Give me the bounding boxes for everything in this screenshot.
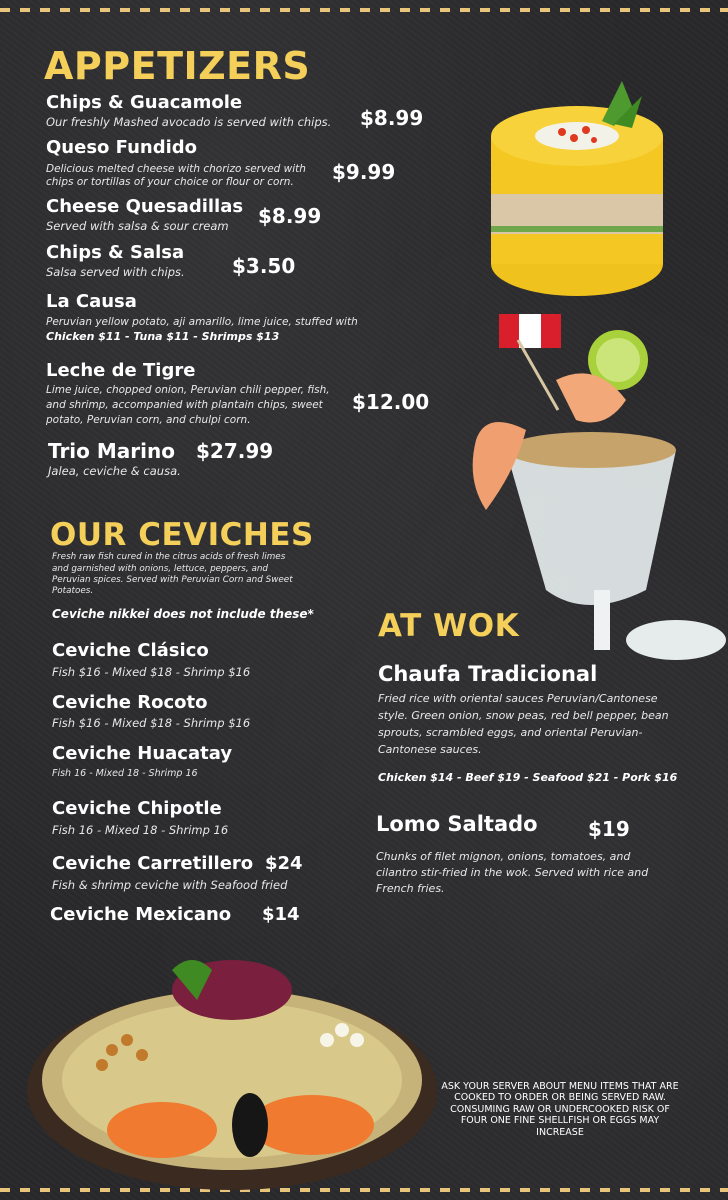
ceviches-intro-2: and garnished with onions, lettuce, peppers, and [52,564,268,574]
chips-guac-price: $8.99 [360,106,424,130]
causa-dish-image [482,66,672,306]
queso-desc-1: Delicious melted cheese with chorizo served with [46,163,306,175]
disclaimer-line-3: CONSUMING RAW OR UNDERCOOKED RISK OF [450,1103,670,1115]
quesadillas-name: Cheese Quesadillas [46,196,244,217]
raw-food-disclaimer [420,1081,700,1138]
leche-desc-2: and shrimp, accompanied with plantain chips, sweet [46,399,323,411]
chaufa-desc-1: Fried rice with oriental sauces Peruvian/Cantonese [378,692,658,705]
mexicano-price: $14 [262,904,300,925]
chaufa-options: Chicken $14 - Beef $19 - Seafood $21 - Pork $16 [378,771,678,784]
quesadillas-price: $8.99 [258,204,322,228]
lomo-desc-1: Chunks of filet mignon, onions, tomatoes, and [376,850,631,863]
trio-price: $27.99 [196,439,274,463]
chaufa-desc-3: sprouts, scrambled eggs, and oriental Peruvian- [378,726,643,739]
chipotle-name: Ceviche Chipotle [52,798,222,819]
lomo-desc-2: cilantro stir-fried in the wok. Served with rice and [376,866,649,879]
chaufa-name: Chaufa Tradicional [378,662,598,686]
huacatay-name: Ceviche Huacatay [52,743,233,764]
disclaimer-line-1: ASK YOUR SERVER ABOUT MENU ITEMS THAT ARE [441,1081,679,1092]
causa-desc: Peruvian yellow potato, aji amarillo, lime juice, stuffed with [46,316,358,328]
queso-name: Queso Fundido [46,137,198,158]
chips-salsa-price: $3.50 [232,254,296,278]
ceviche-bowl-image [22,940,442,1200]
queso-price: $9.99 [332,160,396,184]
huacatay-prices: Fish 16 - Mixed 18 - Shrimp 16 [52,768,198,779]
chaufa-desc-2: style. Green onion, snow peas, red bell pepper, bean [378,709,669,722]
leche-desc-3: potato, Peruvian corn, and chulpi corn. [46,414,251,426]
lomo-desc-3: French fries. [376,882,445,895]
chipotle-prices: Fish 16 - Mixed 18 - Shrimp 16 [52,823,229,837]
top-dashed-border [0,8,728,12]
ceviches-intro-4: Potatoes. [52,586,94,596]
leche-name: Leche de Tigre [46,360,196,381]
trio-desc: Jalea, ceviche & causa. [48,464,181,478]
disclaimer-line-2: COOKED TO ORDER OR BEING SERVED RAW. [454,1092,666,1104]
clasico-prices: Fish $16 - Mixed $18 - Shrimp $16 [52,665,251,679]
rocoto-prices: Fish $16 - Mixed $18 - Shrimp $16 [52,716,251,730]
clasico-name: Ceviche Clásico [52,640,209,661]
ceviches-note: Ceviche nikkei does not include these* [52,607,314,621]
carretillero-price: $24 [265,853,303,874]
chips-guac-name: Chips & Guacamole [46,92,243,113]
quesadillas-desc: Served with salsa & sour cream [46,219,229,233]
causa-options: Chicken $11 - Tuna $11 - Shrimps $13 [46,330,280,343]
chips-guac-desc: Our freshly Mashed avocado is served with chips. [46,115,332,129]
carretillero-desc: Fish & shrimp ceviche with Seafood fried [52,878,288,892]
chaufa-desc-4: Cantonese sauces. [378,743,482,756]
rocoto-name: Ceviche Rocoto [52,692,208,713]
wok-title: AT WOK [378,608,520,644]
appetizers-title: APPETIZERS [44,44,311,88]
ceviches-intro-3: Peruvian spices. Served with Peruvian Corn and Sweet [52,575,293,585]
trio-name: Trio Marino [48,439,175,463]
queso-desc-2: chips or tortillas of your choice or flour or corn. [46,176,294,188]
causa-name: La Causa [46,291,137,312]
mexicano-name: Ceviche Mexicano [50,904,232,925]
chips-salsa-desc: Salsa served with chips. [46,265,185,279]
disclaimer-line-5: INCREASE [536,1126,584,1138]
carretillero-name: Ceviche Carretillero [52,853,254,874]
ceviches-intro-1: Fresh raw fish cured in the citrus acids of fresh limes [52,552,286,562]
disclaimer-line-4: FOUR ONE FINE SHELLFISH OR EGGS MAY [460,1115,660,1127]
leche-de-tigre-glass-image [466,300,728,700]
chips-salsa-name: Chips & Salsa [46,242,185,263]
ceviches-title: OUR CEVICHES [50,517,314,553]
lomo-name: Lomo Saltado [376,812,538,836]
lomo-price: $19 [588,817,630,841]
leche-price: $12.00 [352,390,430,414]
leche-desc-1: Lime juice, chopped onion, Peruvian chili pepper, fish, [46,384,330,396]
